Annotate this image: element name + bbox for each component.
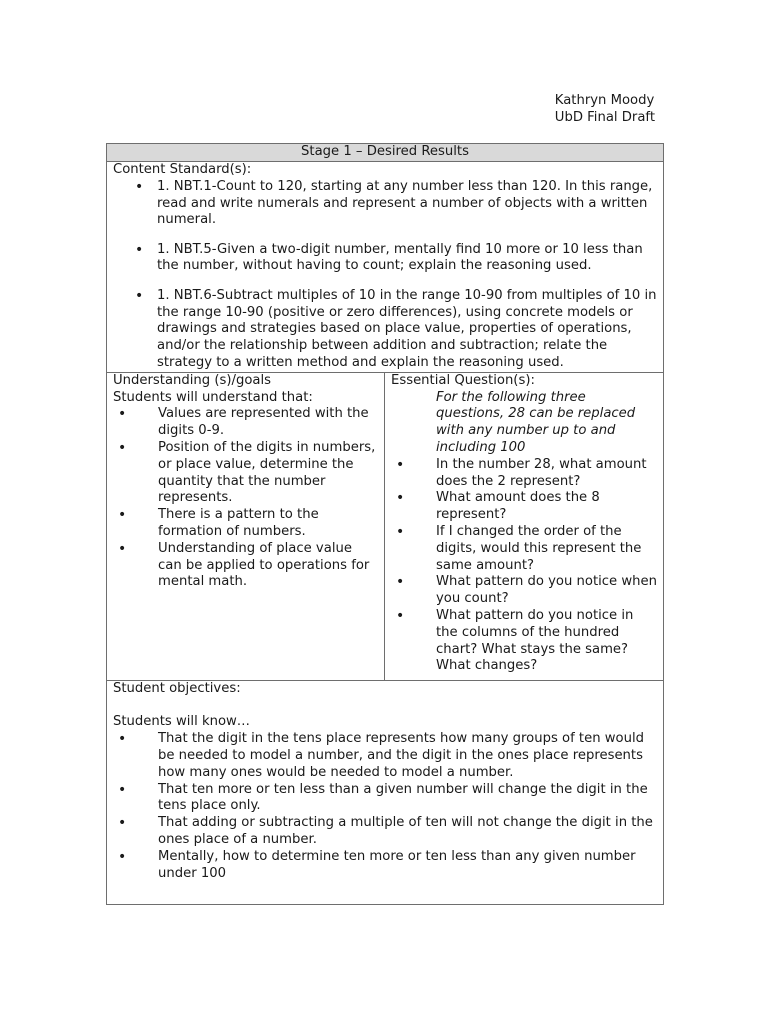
essential-questions-list xyxy=(391,457,657,675)
stage-title: Stage 1 – Desired Results xyxy=(107,144,664,162)
understandings-intro: Students will understand that: xyxy=(113,389,313,405)
essential-questions-cell xyxy=(385,372,664,680)
content-standards-label: Content Standard(s): xyxy=(113,162,252,177)
ubd-stage1-table xyxy=(106,143,664,905)
objective-item: • That the digit in the tens place represents how many groups of ten would be needed to model a number, and the digit in the ones place represents how many ones would be needed to model a number. xyxy=(158,731,657,781)
question-item: • In the number 28, what amount does the 2 represent? xyxy=(436,457,657,491)
understanding-item: • Understanding of place value can be applied to operations for mental math. xyxy=(158,541,378,591)
objectives-cell xyxy=(107,680,664,904)
question-item: • If I changed the order of the digits, would this represent the same amount? xyxy=(436,524,657,574)
objectives-intro: Students will know… xyxy=(113,714,250,730)
essential-questions-intro: For the following three questions, 28 can be replaced with any number up to and including 100 xyxy=(436,389,636,455)
essential-questions-label: Essential Question(s): xyxy=(391,372,535,388)
objective-item: • That adding or subtracting a multiple of ten will not change the digit in the ones place of a number. xyxy=(158,815,657,849)
understanding-item: • Position of the digits in numbers, or place value, determine the quantity that the number represents. xyxy=(158,440,378,507)
objectives-list xyxy=(113,731,657,882)
standard-item: • 1. NBT.5-Given a two-digit number, mentally find 10 more or 10 less than the number, without having to count; explain the reasoning used. xyxy=(157,242,657,276)
standard-item: • 1. NBT.1-Count to 120, starting at any number less than 120. In this range, read and write numerals and represent a number of objects with a written numeral. xyxy=(157,179,657,229)
spacer xyxy=(113,698,657,715)
question-item: • What pattern do you notice when you count? xyxy=(436,574,657,608)
understandings-list xyxy=(113,406,378,591)
objectives-label: Student objectives: xyxy=(113,680,241,696)
understandings-label: Understanding (s)/goals xyxy=(113,372,272,388)
author-name: Kathryn Moody xyxy=(554,93,655,108)
question-item: • What amount does the 8 represent? xyxy=(436,490,657,524)
understanding-item: • Values are represented with the digits 0-9. xyxy=(158,406,378,440)
objective-item: • That ten more or ten less than a given number will change the digit in the tens place only. xyxy=(158,782,657,816)
document-title: UbD Final Draft xyxy=(554,110,655,125)
understanding-item: • There is a pattern to the formation of numbers. xyxy=(158,507,378,541)
document-header xyxy=(555,92,655,126)
question-item: • What pattern do you notice in the columns of the hundred chart? What stays the same? What changes? xyxy=(436,608,657,675)
standard-item: • 1. NBT.6-Subtract multiples of 10 in the range 10-90 from multiples of 10 in the range 10-90 (positive or zero differences), using concrete models or drawings and strategies based on place value, properties of operations, and/or the relationship between addition and subtraction; relate the strategy to a written method and explain the reasoning used. xyxy=(157,288,657,372)
content-standards-cell xyxy=(107,162,664,373)
understandings-cell xyxy=(107,372,385,680)
content-standards-list xyxy=(113,179,657,372)
objective-item: • Mentally, how to determine ten more or ten less than any given number under 100 xyxy=(158,849,657,883)
